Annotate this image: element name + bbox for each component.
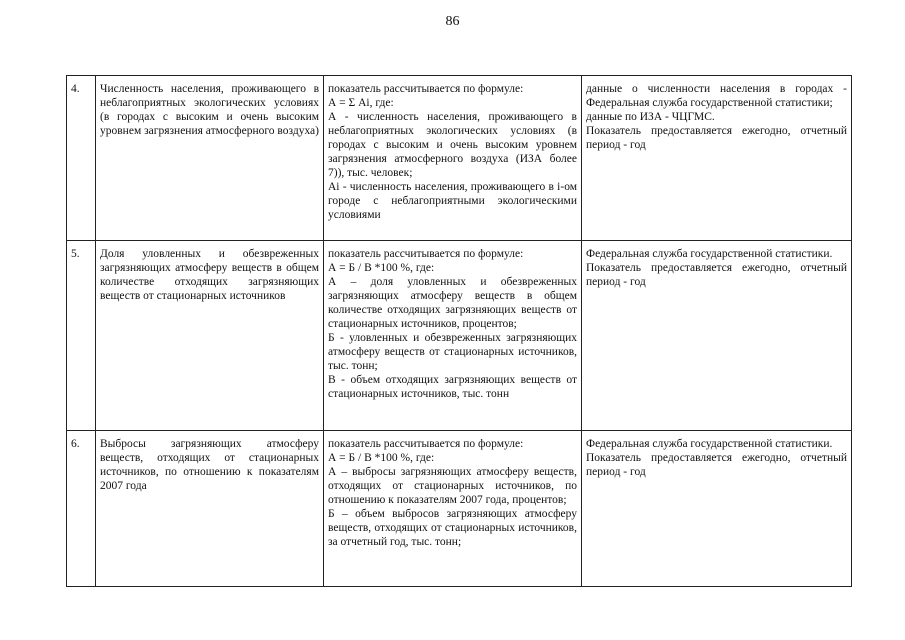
row-number: 6. <box>67 431 96 587</box>
indicator-name: Выбросы загрязняющих атмосферу веществ, отходящих от стационарных источников, по отношению к показателям 2007 года <box>96 431 324 587</box>
indicator-name: Доля уловленных и обезвреженных загрязняющих атмосферу веществ в общем количестве отходящих загрязняющих веществ от стационарных источников <box>96 241 324 431</box>
data-source <box>582 241 852 431</box>
source-line: Федеральная служба государственной статистики. <box>586 438 833 450</box>
calculation-method <box>324 241 582 431</box>
method-line: А – выбросы загрязняющих атмосферу веществ, отходящих от стационарных источников, по отношению к показателям 2007 года, процентов; <box>328 466 577 506</box>
source-line: данные по ИЗА - ЧЦГМС. <box>586 111 715 123</box>
calculation-method <box>324 431 582 587</box>
page-number: 86 <box>445 14 460 29</box>
method-line: показатель рассчитывается по формуле: <box>328 83 524 95</box>
method-line: А - численность населения, проживающего в неблагоприятных экологических условиях (в городах с высоким и очень высоким уровнем загрязнения атмосферного воздуха (ИЗА более 7)), тыс. человек; <box>328 111 577 179</box>
row-number: 5. <box>67 241 96 431</box>
method-line: показатель рассчитывается по формуле: <box>328 248 524 260</box>
method-line: Б – объем выбросов загрязняющих атмосферу веществ, отходящих от стационарных источников, за отчетный год, тыс. тонн; <box>328 508 577 548</box>
data-source <box>582 431 852 587</box>
source-line: Показатель предоставляется ежегодно, отчетный период - год <box>586 452 847 478</box>
table-row <box>67 241 852 431</box>
indicator-name: Численность населения, проживающего в неблагоприятных экологических условиях (в городах с высоким и очень высоким уровнем загрязнения атмосферного воздуха) <box>96 76 324 241</box>
source-line: Показатель предоставляется ежегодно, отчетный период - год <box>586 125 847 151</box>
method-line: А = Б / В *100 %, где: <box>328 262 435 274</box>
source-line: Показатель предоставляется ежегодно, отчетный период - год <box>586 262 847 288</box>
row-number: 4. <box>67 76 96 241</box>
method-line: показатель рассчитывается по формуле: <box>328 438 524 450</box>
calculation-method <box>324 76 582 241</box>
method-line: А – доля уловленных и обезвреженных загрязняющих атмосферу веществ в общем количестве отходящих загрязняющих веществ от стационарных источников, процентов; <box>328 276 577 330</box>
source-line: данные о численности населения в городах - Федеральная служба государственной статистики; <box>586 83 847 109</box>
method-line: Аi - численность населения, проживающего в i-ом городе с неблагоприятными экологическими условиями <box>328 181 577 221</box>
source-line: Федеральная служба государственной статистики. <box>586 248 833 260</box>
method-line: А = Σ Аi, где: <box>328 97 394 109</box>
method-line: А = Б / В *100 %, где: <box>328 452 435 464</box>
indicators-table <box>66 75 852 587</box>
table-row <box>67 76 852 241</box>
method-line: В - объем отходящих загрязняющих веществ от стационарных источников, тыс. тонн <box>328 374 577 400</box>
table-row <box>67 431 852 587</box>
data-source <box>582 76 852 241</box>
method-line: Б - уловленных и обезвреженных загрязняющих атмосферу веществ от стационарных источников, тыс. тонн; <box>328 332 577 372</box>
